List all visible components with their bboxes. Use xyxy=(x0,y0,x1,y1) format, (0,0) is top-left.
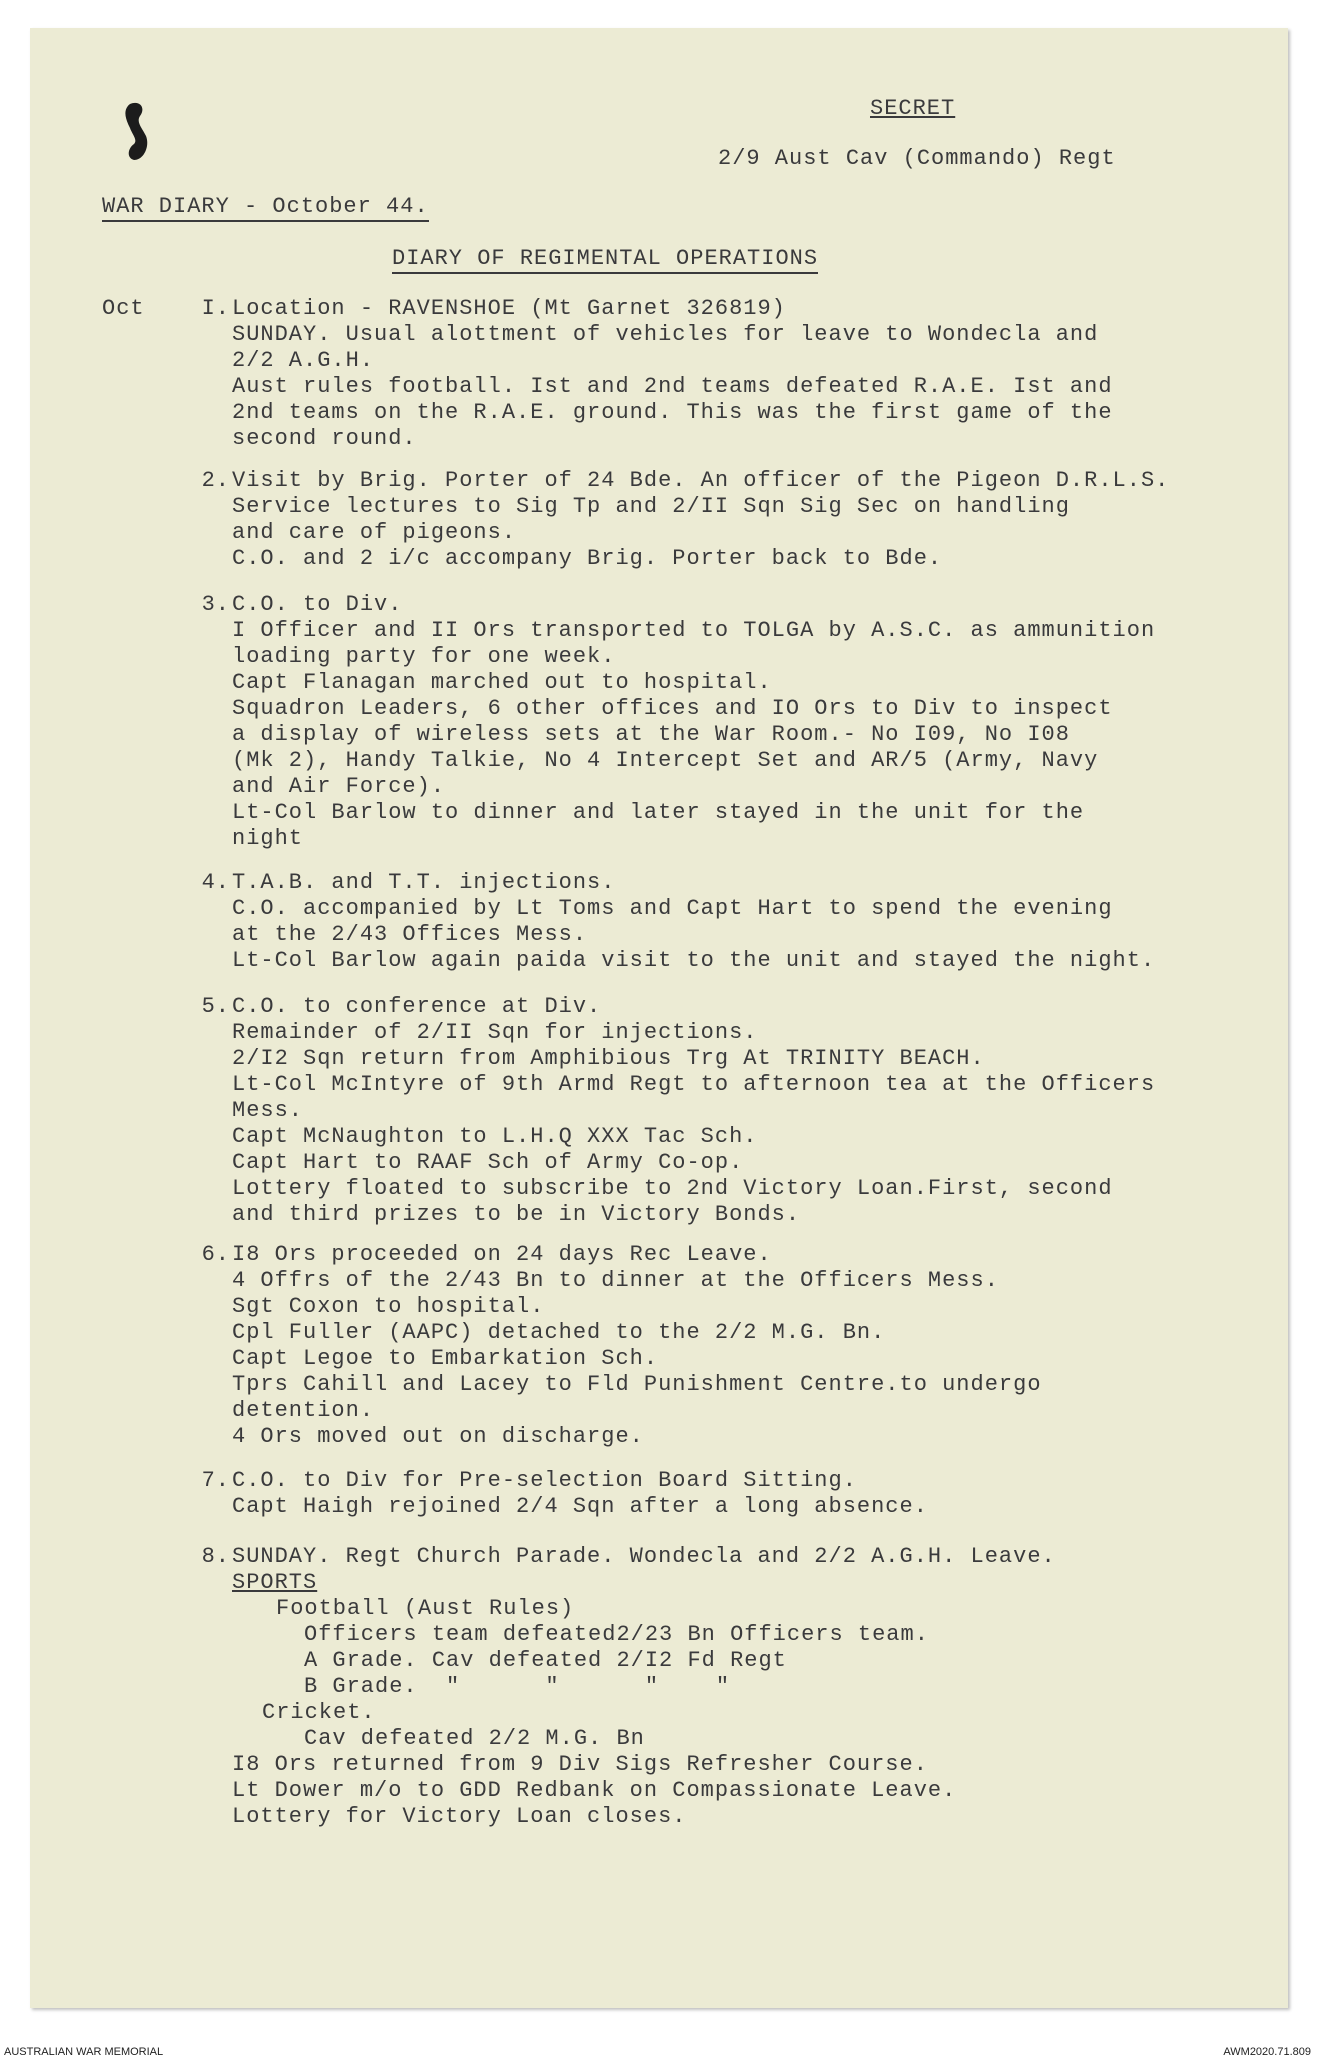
entry-line: SUNDAY. Regt Church Parade. Wondecla and 2/2 A.G.H. Leave. xyxy=(232,1544,1056,1569)
diary-title: WAR DIARY - October 44. xyxy=(102,194,429,222)
entry-line: 4 Offrs of the 2/43 Bn to dinner at the Officers Mess. xyxy=(232,1268,999,1293)
entry-line: C.O. to Div. xyxy=(232,592,403,617)
entry-line: Lt Dower m/o to GDD Redbank on Compassionate Leave. xyxy=(232,1778,957,1803)
entry-day: 2. xyxy=(201,468,230,493)
entry-line: Capt Hart to RAAF Sch of Army Co-op. xyxy=(232,1150,744,1175)
entry-line: Cpl Fuller (AAPC) detached to the 2/2 M.G. Bn. xyxy=(232,1320,886,1345)
entry-day: 8. xyxy=(201,1544,230,1569)
entry-text xyxy=(232,592,1155,852)
entry-line: Lt-Col McIntyre of 9th Armd Regt to afternoon tea at the Officers xyxy=(232,1072,1156,1097)
entry-line: Remainder of 2/II Sqn for injections. xyxy=(232,1020,758,1045)
entry-line: Visit by Brig. Porter of 24 Bde. An officer of the Pigeon D.R.L.S. xyxy=(232,468,1170,493)
unit-name: 2/9 Aust Cav (Commando) Regt xyxy=(718,146,1116,171)
entry-line: Lottery for Victory Loan closes. xyxy=(232,1804,687,1829)
section-title: DIARY OF REGIMENTAL OPERATIONS xyxy=(392,246,818,274)
entry-line: 2nd teams on the R.A.E. ground. This was the first game of the xyxy=(232,400,1113,425)
entry-line: C.O. accompanied by Lt Toms and Capt Hart to spend the evening xyxy=(232,896,1113,921)
entry-line: I8 Ors returned from 9 Div Sigs Refresher Course. xyxy=(232,1752,928,1777)
entry-line: Capt Haigh rejoined 2/4 Sqn after a long absence. xyxy=(232,1494,928,1519)
entry-day: I. xyxy=(201,296,230,321)
entry-text xyxy=(232,468,1169,572)
entry-day: 7. xyxy=(201,1468,230,1493)
entry-line: B Grade. " " " " xyxy=(304,1674,731,1699)
entry-line: C.O. and 2 i/c accompany Brig. Porter back to Bde. xyxy=(232,546,943,571)
entry-line: Aust rules football. Ist and 2nd teams defeated R.A.E. Ist and xyxy=(232,374,1113,399)
entry-line: at the 2/43 Offices Mess. xyxy=(232,922,588,947)
entry-line: 2/2 A.G.H. xyxy=(232,348,375,373)
entry-line: Officers team defeated2/23 Bn Officers team. xyxy=(304,1622,929,1647)
entry-line: Capt Legoe to Embarkation Sch. xyxy=(232,1346,659,1371)
month-label: Oct xyxy=(102,296,145,321)
entry-day: 6. xyxy=(201,1242,230,1267)
entry-line: night xyxy=(232,826,304,851)
entry-line: I8 Ors proceeded on 24 days Rec Leave. xyxy=(232,1242,772,1267)
sports-heading: SPORTS xyxy=(232,1570,318,1595)
entry-line: Mess. xyxy=(232,1098,304,1123)
entry-line: I Officer and II Ors transported to TOLGA by A.S.C. as ammunition xyxy=(232,618,1156,643)
entry-line: SUNDAY. Usual alottment of vehicles for leave to Wondecla and xyxy=(232,322,1099,347)
entry-text xyxy=(232,1468,928,1520)
entry-line: 2/I2 Sqn return from Amphibious Trg At TRINITY BEACH. xyxy=(232,1046,985,1071)
entry-line: C.O. to conference at Div. xyxy=(232,994,602,1019)
entry-line: 4 Ors moved out on discharge. xyxy=(232,1424,644,1449)
entry-line: Lt-Col Barlow to dinner and later stayed in the unit for the xyxy=(232,800,1085,825)
entry-line: loading party for one week. xyxy=(232,644,616,669)
entry-line: a display of wireless sets at the War Room.- No I09, No I08 xyxy=(232,722,1070,747)
entry-line: T.A.B. and T.T. injections. xyxy=(232,870,616,895)
entry-line: Lt-Col Barlow again paida visit to the unit and stayed the night. xyxy=(232,948,1156,973)
entry-line: Tprs Cahill and Lacey to Fld Punishment Centre.to undergo xyxy=(232,1372,1042,1397)
entry-line: Squadron Leaders, 6 other offices and IO Ors to Div to inspect xyxy=(232,696,1113,721)
entry-line: Cav defeated 2/2 M.G. Bn xyxy=(304,1726,645,1751)
entry-line: Lottery floated to subscribe to 2nd Victory Loan.First, second xyxy=(232,1176,1113,1201)
entry-line: and care of pigeons. xyxy=(232,520,517,545)
entry-text xyxy=(232,1544,1056,1830)
entry-day: 5. xyxy=(201,994,230,1019)
entry-line: C.O. to Div for Pre-selection Board Sitting. xyxy=(232,1468,857,1493)
entry-day: 3. xyxy=(201,592,230,617)
entry-line: Capt McNaughton to L.H.Q XXX Tac Sch. xyxy=(232,1124,758,1149)
entry-text xyxy=(232,1242,1042,1450)
entry-line: Sgt Coxon to hospital. xyxy=(232,1294,545,1319)
document-page xyxy=(30,28,1288,2008)
entry-line: Football (Aust Rules) xyxy=(276,1596,575,1621)
archive-reference: AWM2020.71.809 xyxy=(1223,2046,1311,2058)
entry-day: 4. xyxy=(201,870,230,895)
entry-text xyxy=(232,296,1113,452)
entry-line: A Grade. Cav defeated 2/I2 Fd Regt xyxy=(304,1648,787,1673)
entry-line: Cricket. xyxy=(262,1700,376,1725)
entry-line: Service lectures to Sig Tp and 2/II Sqn Sig Sec on handling xyxy=(232,494,1070,519)
classification-marking: SECRET xyxy=(870,96,956,121)
entry-line: second round. xyxy=(232,426,417,451)
entry-text xyxy=(232,994,1155,1228)
entry-line: and Air Force). xyxy=(232,774,446,799)
entry-line: and third prizes to be in Victory Bonds. xyxy=(232,1202,801,1227)
entry-line: (Mk 2), Handy Talkie, No 4 Intercept Set and AR/5 (Army, Navy xyxy=(232,748,1099,773)
archive-credit: AUSTRALIAN WAR MEMORIAL xyxy=(4,2046,164,2058)
entry-line: Location - RAVENSHOE (Mt Garnet 326819) xyxy=(232,296,786,321)
entry-line: Capt Flanagan marched out to hospital. xyxy=(232,670,772,695)
entry-line: detention. xyxy=(232,1398,375,1423)
punch-hole-mark xyxy=(120,100,156,166)
entry-text xyxy=(232,870,1155,974)
